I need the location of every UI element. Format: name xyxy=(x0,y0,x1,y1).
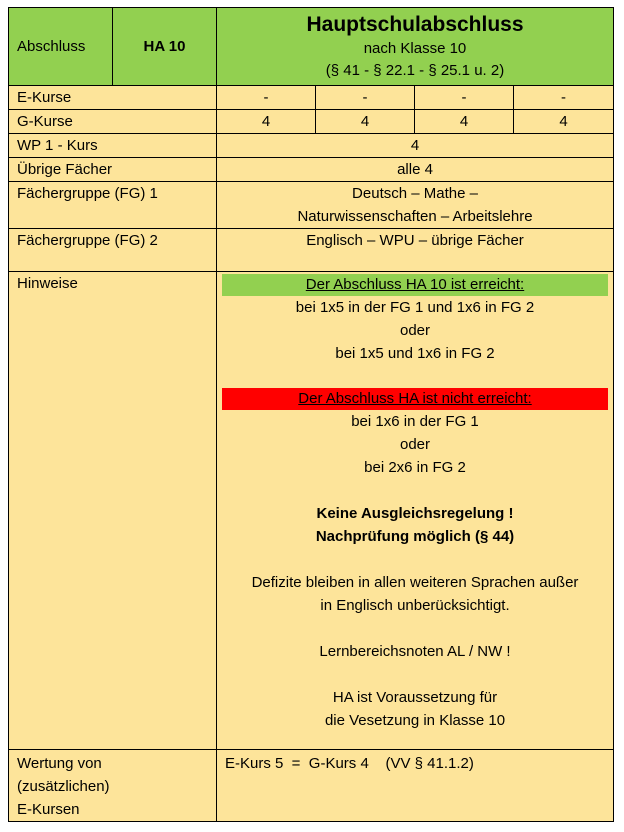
wertung-label-line: E-Kursen xyxy=(17,801,80,818)
g-kurse-value: 4 xyxy=(415,110,514,134)
header-row xyxy=(9,8,614,86)
wertung-value: E-Kurs 5 = G-Kurs 4 (VV § 41.1.2) xyxy=(217,750,614,822)
e-kurse-value: - xyxy=(316,86,415,110)
voraussetzung-note: HA ist Voraussetzung für xyxy=(332,689,498,706)
hinweise-label: Hinweise xyxy=(9,272,217,750)
hint-line: bei 2x6 in FG 2 xyxy=(364,459,466,476)
fg1-label: Fächergruppe (FG) 1 xyxy=(9,182,217,229)
lernbereich-note: Lernbereichsnoten AL / NW ! xyxy=(319,643,511,660)
fg1-line: Deutsch – Mathe – xyxy=(352,185,478,202)
legal-reference: (§ 41 - § 22.1 - § 25.1 u. 2) xyxy=(325,62,505,79)
reexam-note: Nachprüfung möglich (§ 44) xyxy=(315,528,515,545)
uebrige-faecher-value: alle 4 xyxy=(217,158,614,182)
not-reached-banner: Der Abschluss HA ist nicht erreicht: xyxy=(222,388,608,410)
defizite-note: in Englisch unberücksichtigt. xyxy=(320,597,510,614)
spacer xyxy=(223,548,607,571)
wp1-label: WP 1 - Kurs xyxy=(9,134,217,158)
fg1-line: Naturwissenschaften – Arbeitslehre xyxy=(297,208,533,225)
g-kurse-label: G-Kurse xyxy=(9,110,217,134)
hinweise-row xyxy=(9,272,614,750)
e-kurse-row xyxy=(9,86,614,110)
degree-title-cell xyxy=(217,8,614,86)
degree-code: HA 10 xyxy=(113,8,217,86)
hint-line: bei 1x5 und 1x6 in FG 2 xyxy=(335,345,495,362)
spacer xyxy=(223,663,607,686)
wertung-row xyxy=(9,750,614,822)
uebrige-faecher-label: Übrige Fächer xyxy=(9,158,217,182)
wertung-label-line: Wertung von xyxy=(17,755,102,772)
fg1-row xyxy=(9,182,614,229)
hint-line: bei 1x5 in der FG 1 und 1x6 in FG 2 xyxy=(295,299,535,316)
defizite-note: Defizite bleiben in allen weiteren Sprachen außer xyxy=(251,574,579,591)
degree-subtitle: nach Klasse 10 xyxy=(363,40,467,57)
abschluss-table xyxy=(8,7,614,822)
wp1-row xyxy=(9,134,614,158)
fg2-value: Englisch – WPU – übrige Fächer xyxy=(217,229,614,272)
e-kurse-label: E-Kurse xyxy=(9,86,217,110)
spacer xyxy=(223,479,607,502)
abschluss-label: Abschluss xyxy=(9,8,113,86)
spacer xyxy=(223,617,607,640)
uebrige-faecher-row xyxy=(9,158,614,182)
g-kurse-value: 4 xyxy=(316,110,415,134)
wertung-label xyxy=(9,750,217,822)
hint-line: oder xyxy=(399,322,431,339)
hint-line: bei 1x6 in der FG 1 xyxy=(351,413,479,430)
voraussetzung-note: die Vesetzung in Klasse 10 xyxy=(324,712,506,729)
e-kurse-value: - xyxy=(217,86,316,110)
wp1-value: 4 xyxy=(217,134,614,158)
fg2-row xyxy=(9,229,614,272)
reached-banner: Der Abschluss HA 10 ist erreicht: xyxy=(222,274,608,296)
e-kurse-value: - xyxy=(514,86,614,110)
hinweise-content xyxy=(217,272,614,750)
degree-title: Hauptschulabschluss xyxy=(306,13,524,36)
wertung-label-line: (zusätzlichen) xyxy=(17,778,110,795)
spacer xyxy=(223,365,607,388)
no-compensation-note: Keine Ausgleichsregelung ! xyxy=(316,505,514,522)
fg2-label: Fächergruppe (FG) 2 xyxy=(9,229,217,272)
g-kurse-row xyxy=(9,110,614,134)
g-kurse-value: 4 xyxy=(217,110,316,134)
g-kurse-value: 4 xyxy=(514,110,614,134)
hint-line: oder xyxy=(399,436,431,453)
fg1-value xyxy=(217,182,614,229)
e-kurse-value: - xyxy=(415,86,514,110)
